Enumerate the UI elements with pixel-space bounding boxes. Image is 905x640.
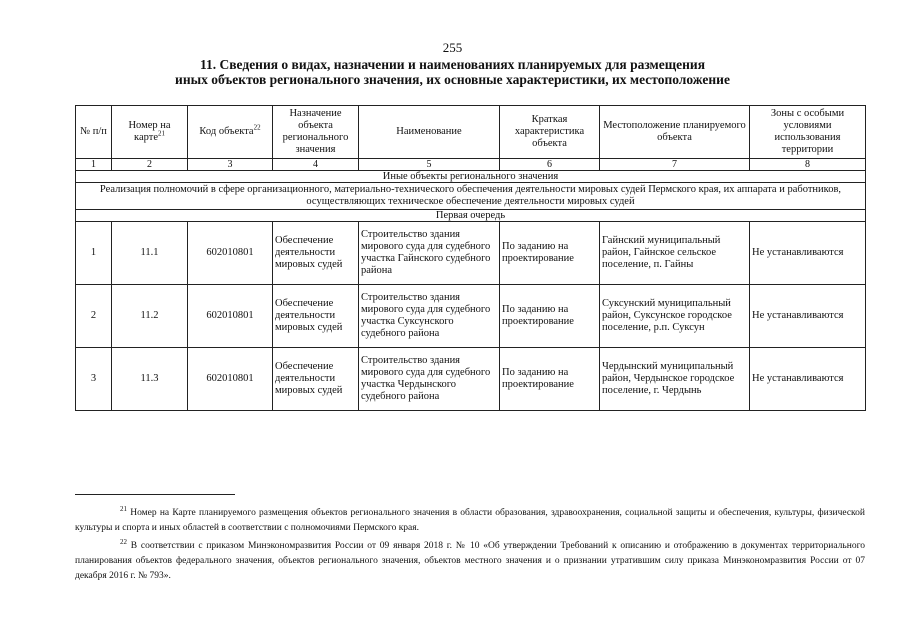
- queue-row: [76, 210, 866, 222]
- header-zones: Зоны с особыми условиями использования территории: [750, 106, 866, 159]
- footnote-ref-21: 21: [157, 129, 165, 138]
- footnote-separator: [75, 494, 235, 495]
- footnote-mark: 22: [120, 537, 127, 546]
- title-line-1: 11. Сведения о видах, назначении и наименованиях планируемых для размещения: [200, 57, 705, 72]
- cell-map-num: 11.1: [112, 222, 188, 285]
- section-title: Иные объекты регионального значения: [76, 171, 866, 183]
- column-number: 3: [188, 159, 273, 171]
- cell-map-num: 11.3: [112, 348, 188, 411]
- cell-name: Строительство здания мирового суда для судебного участка Чердынского судебного района: [359, 348, 500, 411]
- document-title: [60, 57, 845, 87]
- header-num: № п/п: [76, 106, 112, 159]
- header-code: [188, 106, 273, 159]
- column-number-row: [76, 159, 866, 171]
- cell-purpose: Обеспечение деятельности мировых судей: [273, 285, 359, 348]
- cell-zones: Не устанавливаются: [750, 285, 866, 348]
- cell-code: 602010801: [188, 348, 273, 411]
- column-number: 5: [359, 159, 500, 171]
- cell-num: 1: [76, 222, 112, 285]
- cell-zones: Не устанавливаются: [750, 222, 866, 285]
- subsection-title: Реализация полномочий в сфере организационного, материально-технического обеспечения деятельности мировых судей Пермского края, их аппарата и работников, осуществляющих техническое обеспечение деятельности мировых судей: [76, 183, 866, 210]
- page-number: 255: [442, 40, 463, 55]
- footnote-text: Номер на Карте планируемого размещения объектов регионального значения в области образования, здравоохранения, социальной защиты и обеспечения, культуры, физической культуры и спорта и иных областей в соответствии с полномочиями Пермского края.: [75, 508, 865, 533]
- header-map-num-label: Номер на карте: [128, 120, 171, 143]
- title-line-2: иных объектов регионального значения, их основные характеристики, их местоположение: [175, 72, 730, 87]
- column-number: 7: [600, 159, 750, 171]
- column-number: 4: [273, 159, 359, 171]
- table-row: [76, 348, 866, 411]
- column-number: 2: [112, 159, 188, 171]
- footnote-mark: 21: [120, 504, 127, 513]
- column-number: 8: [750, 159, 866, 171]
- cell-location: Чердынский муниципальный район, Чердынское городское поселение, г. Чердынь: [600, 348, 750, 411]
- header-purpose: Назначение объекта регионального значения: [273, 106, 359, 159]
- section-row: [76, 171, 866, 183]
- footnote-22: [75, 539, 865, 584]
- cell-brief: По заданию на проектирование: [500, 222, 600, 285]
- header-row: [76, 106, 866, 159]
- table-row: [76, 222, 866, 285]
- cell-map-num: 11.2: [112, 285, 188, 348]
- cell-code: 602010801: [188, 222, 273, 285]
- cell-name: Строительство здания мирового суда для судебного участка Гайнского судебного района: [359, 222, 500, 285]
- footnotes: [75, 506, 865, 587]
- cell-location: Гайнский муниципальный район, Гайнское сельское поселение, п. Гайны: [600, 222, 750, 285]
- cell-num: 2: [76, 285, 112, 348]
- cell-zones: Не устанавливаются: [750, 348, 866, 411]
- column-number: 1: [76, 159, 112, 171]
- column-number: 6: [500, 159, 600, 171]
- header-map-num: [112, 106, 188, 159]
- footnote-ref-22: 22: [253, 123, 261, 132]
- header-location: Местоположение планируемого объекта: [600, 106, 750, 159]
- footnote-text: В соответствии с приказом Минэкономразвития России от 09 января 2018 г. № 10 «Об утверждении Требований к описанию и отображению в документах территориального планирования объектов федерального значения, объектов регионального значения, объектов местного значения и о признании утратившим силу приказа Минэкономразвития России от 07 декабря 2016 г. № 793».: [75, 541, 866, 581]
- cell-code: 602010801: [188, 285, 273, 348]
- table-row: [76, 285, 866, 348]
- cell-purpose: Обеспечение деятельности мировых судей: [273, 222, 359, 285]
- header-brief: Краткая характеристика объекта: [500, 106, 600, 159]
- cell-purpose: Обеспечение деятельности мировых судей: [273, 348, 359, 411]
- cell-name: Строительство здания мирового суда для судебного участка Суксунского судебного района: [359, 285, 500, 348]
- cell-num: 3: [76, 348, 112, 411]
- footnote-21: [75, 506, 865, 536]
- header-code-label: Код объекта: [199, 126, 254, 137]
- cell-brief: По заданию на проектирование: [500, 348, 600, 411]
- cell-brief: По заданию на проектирование: [500, 285, 600, 348]
- objects-table: [75, 105, 866, 411]
- header-name: Наименование: [359, 106, 500, 159]
- cell-location: Суксунский муниципальный район, Суксунское городское поселение, р.п. Суксун: [600, 285, 750, 348]
- queue-title: Первая очередь: [76, 210, 866, 222]
- subsection-row: [76, 183, 866, 210]
